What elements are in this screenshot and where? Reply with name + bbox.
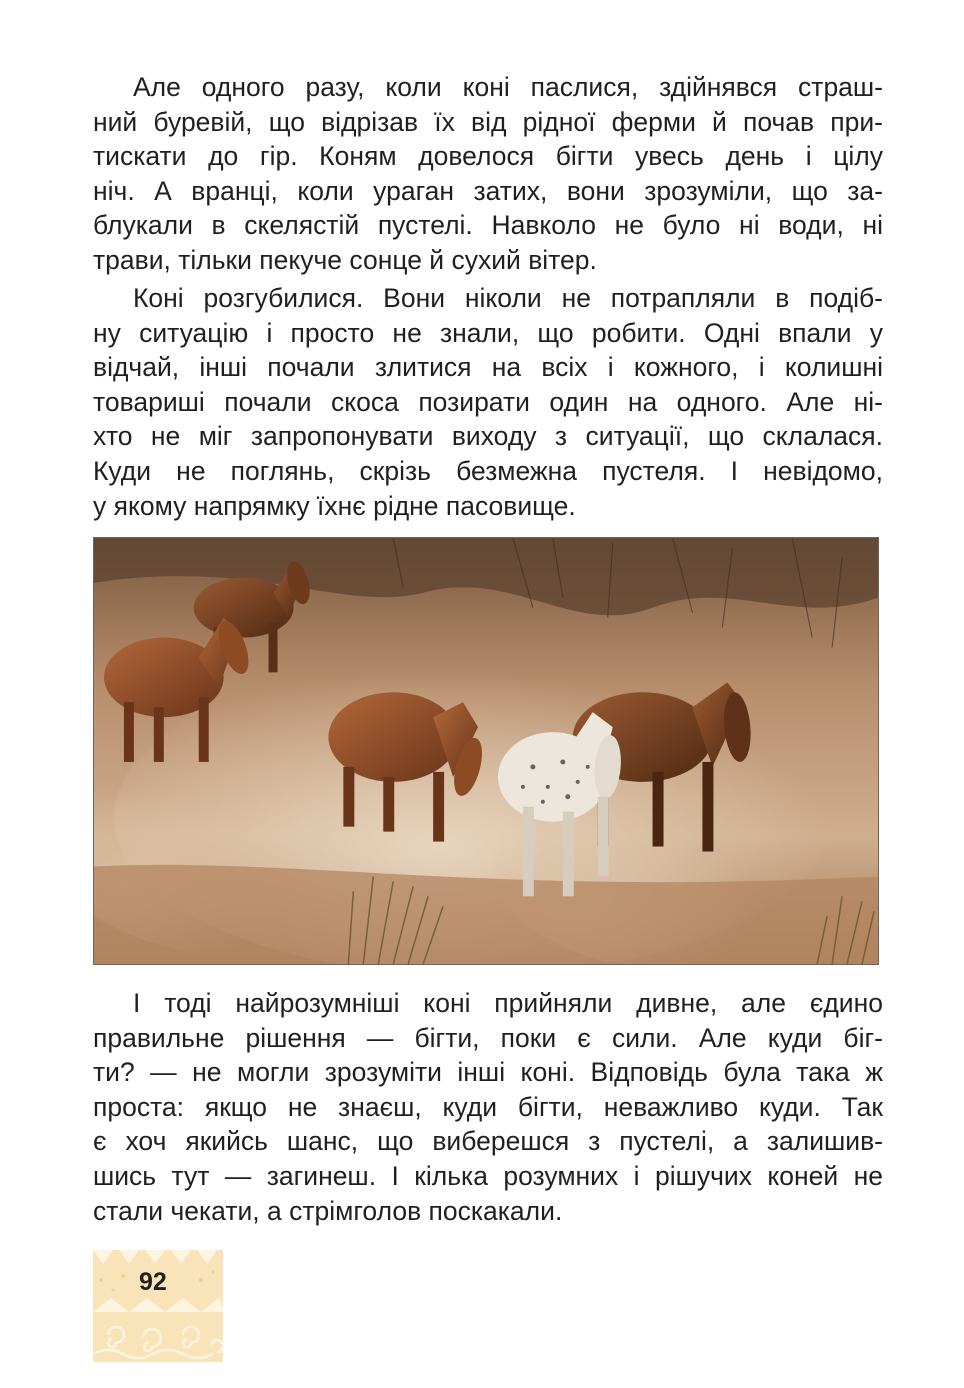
horses-photo <box>93 537 879 965</box>
text-line: І тоді найрозумніші коні прийняли дивне, але єдино <box>133 988 883 1018</box>
text-line: Куди не поглянь, скрізь безмежна пустеля. І невідомо, <box>93 455 883 486</box>
text-line: проста: якщо не знаєш, куди бігти, неважливо куди. Так <box>93 1091 883 1122</box>
text-line: ну ситуацію і просто не знали, що робити. Одні впали у <box>93 317 883 348</box>
paragraph-2 <box>93 281 883 523</box>
text-line: стали чекати, а стрімголов поскакали. <box>93 1195 563 1226</box>
text-line: Але одного разу, коли коні паслися, здійнявся страш- <box>133 72 883 102</box>
text-line: трави, тільки пекуче сонце й сухий вітер. <box>93 244 597 275</box>
paragraph-3 <box>93 986 883 1228</box>
text-line: товариші почали скоса позирати один на одного. Але ні- <box>93 386 883 417</box>
text-line: відчай, інші почали злитися на всіх і кожного, і колишні <box>93 352 883 383</box>
paragraph-1 <box>93 70 883 278</box>
horses-illustration <box>94 538 878 964</box>
text-line: шись тут — загинеш. І кілька розумних і рішучих коней не <box>93 1160 883 1191</box>
text-line: тискати до гір. Коням довелося бігти увесь день і цілу <box>93 141 883 172</box>
text-line: ти? — не могли зрозуміти інші коні. Відповідь була така ж <box>93 1057 883 1088</box>
text-line: правильне рішення — бігти, поки є сили. Але куди біг- <box>93 1022 883 1053</box>
text-line: блукали в скелястій пустелі. Навколо не було ні води, ні <box>93 210 883 241</box>
ornament-pattern <box>93 1250 223 1362</box>
page-number: 92 <box>139 1268 167 1296</box>
text-line: ний буревій, що відрізав їх від рідної ферми й почав при- <box>93 106 883 137</box>
text-line: у якому напрямку їхнє рідне пасовище. <box>93 490 576 521</box>
text-line: ніч. А вранці, коли ураган затих, вони зрозуміли, що за- <box>93 175 883 206</box>
text-line: Коні розгубилися. Вони ніколи не потрапляли в подіб- <box>133 283 883 313</box>
folio-ornament <box>93 1250 223 1362</box>
text-line: хто не міг запропонувати виходу з ситуації, що склалася. <box>93 421 883 452</box>
text-line: є хоч якийсь шанс, що виберешся з пустелі, а залишив- <box>93 1126 883 1157</box>
